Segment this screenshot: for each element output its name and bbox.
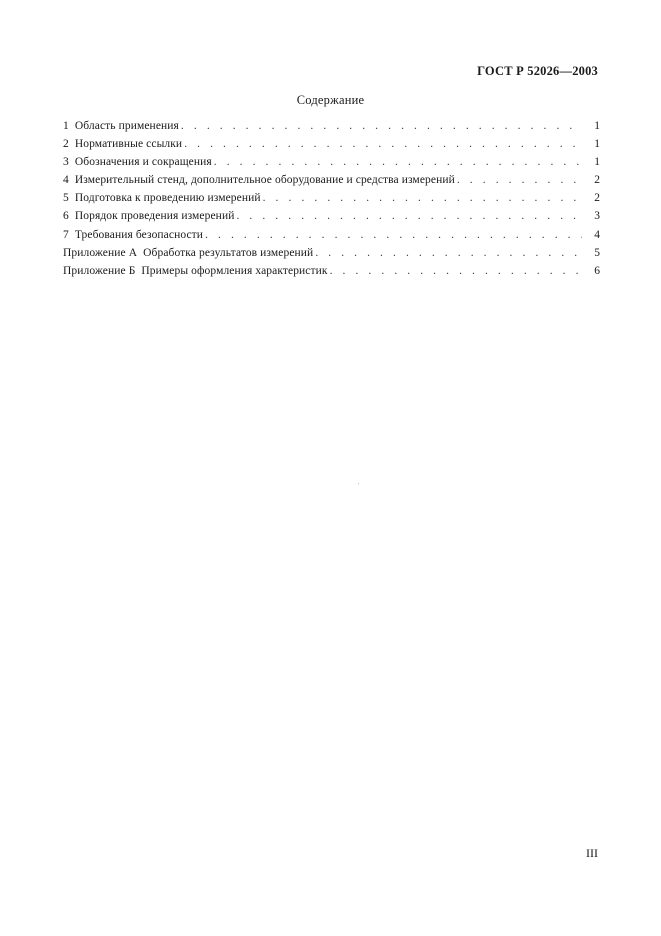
dot-leader (236, 207, 582, 225)
toc-entry-page: 2 (594, 174, 600, 187)
toc-entry-number: 5 (63, 192, 69, 205)
toc-entry-number: 7 (63, 228, 69, 241)
table-of-contents (63, 117, 600, 280)
toc-entry-number: 2 (63, 138, 69, 151)
toc-entry-annex (63, 244, 600, 262)
dot-leader (181, 117, 582, 135)
toc-entry-page: 1 (594, 120, 600, 132)
toc-entry-page: 4 (594, 228, 600, 241)
toc-entry (63, 207, 600, 225)
dot-leader (214, 153, 582, 171)
scan-speck (358, 483, 359, 484)
document-code: ГОСТ Р 52026—2003 (477, 64, 598, 78)
toc-entry-number: 4 (63, 174, 69, 187)
toc-entry-page: 3 (594, 210, 600, 223)
page-number: III (586, 846, 598, 860)
dot-leader (263, 189, 582, 207)
toc-annex-label: Приложение Б (63, 264, 136, 277)
toc-entry-number: 1 (63, 120, 69, 132)
toc-entry-title: Порядок проведения измерений (74, 210, 235, 223)
toc-entry (63, 153, 600, 171)
toc-entry-title: Измерительный стенд, дополнительное оборудование и средства измерений (74, 174, 455, 187)
dot-leader (330, 262, 582, 280)
toc-entry-page: 1 (594, 138, 600, 151)
toc-entry-title: Требования безопасности (74, 228, 204, 241)
toc-entry-title: Подготовка к проведению измерений (74, 192, 261, 205)
toc-entry-title: Нормативные ссылки (74, 138, 183, 151)
toc-annex-label: Приложение А (63, 246, 138, 259)
toc-entry-annex (63, 262, 600, 280)
toc-entry-number: 6 (63, 210, 69, 223)
toc-entry-number: 3 (63, 156, 69, 169)
toc-entry-title: Область применения (74, 120, 179, 132)
toc-entry-page: 1 (594, 156, 600, 169)
toc-entry-title: Обработка результатов измерений (143, 246, 314, 259)
toc-entry (63, 135, 600, 153)
toc-title: Содержание (296, 93, 365, 107)
dot-leader (205, 226, 582, 244)
toc-entry (63, 117, 600, 135)
toc-entry (63, 189, 600, 207)
dot-leader (457, 171, 582, 189)
dot-leader (184, 135, 582, 153)
toc-entry-title: Примеры оформления характеристик (141, 264, 328, 277)
toc-entry-page: 6 (594, 264, 600, 277)
toc-entry-page: 2 (594, 192, 600, 205)
toc-entry (63, 226, 600, 244)
toc-entry-page: 5 (594, 246, 600, 259)
toc-entry (63, 171, 600, 189)
dot-leader (315, 244, 582, 262)
toc-entry-title: Обозначения и сокращения (74, 156, 212, 169)
